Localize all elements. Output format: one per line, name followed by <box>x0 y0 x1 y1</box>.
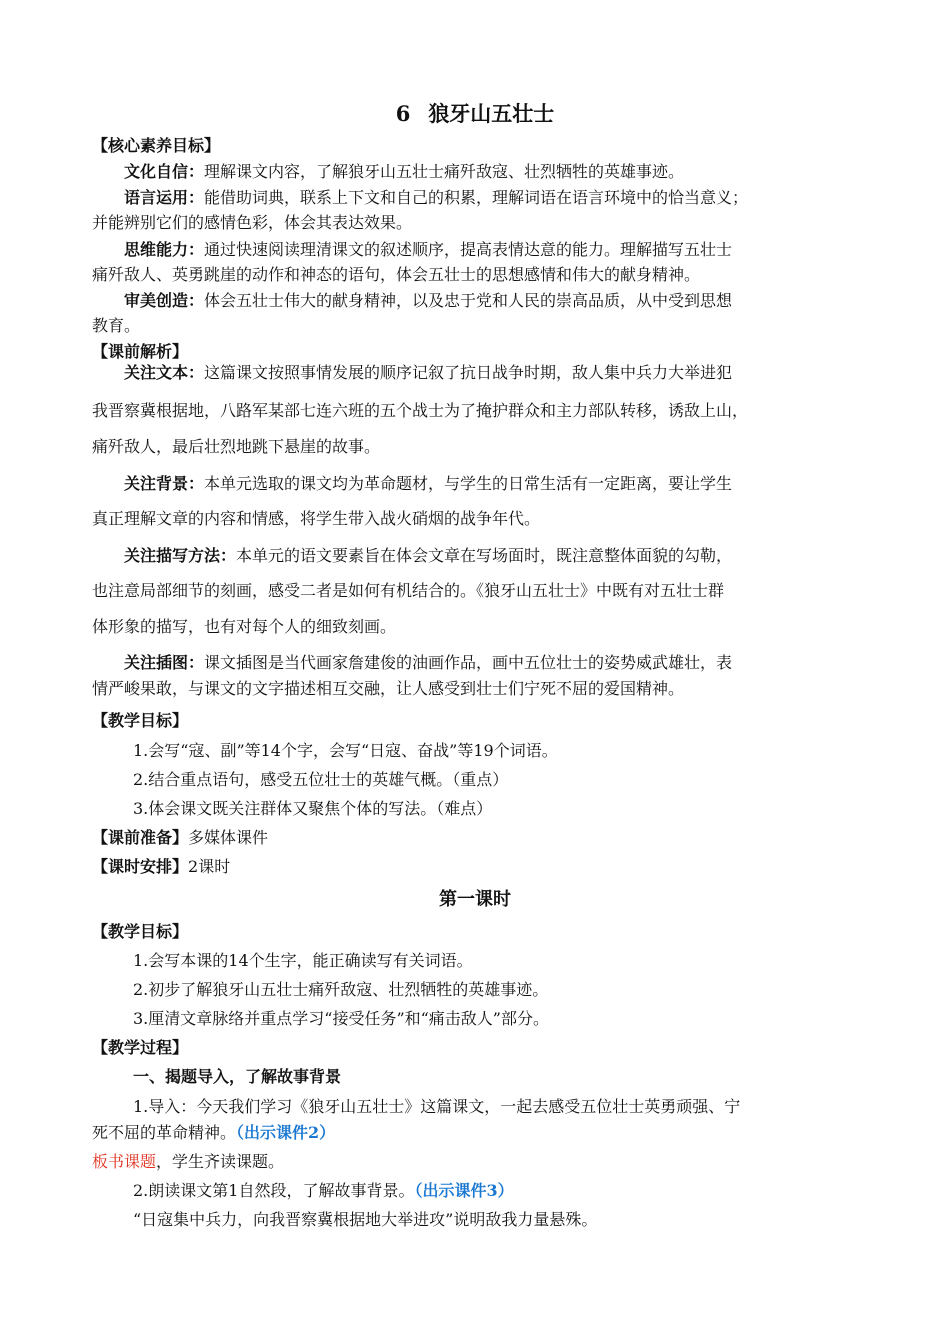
section-teaching-goals: 【教学目标】 <box>92 711 189 730</box>
teaching-goal-3: 3.体会课文既关注群体又聚焦个体的写法。（难点） <box>133 799 493 818</box>
courseware-ref: （出示课件3） <box>414 1181 514 1200</box>
section-schedule: 【课时安排】2课时 <box>92 857 231 876</box>
section-lesson-goals: 【教学目标】 <box>92 922 189 941</box>
teaching-goal-1: 1.会写“寇、副”等14个字，会写“日寇、奋战”等19个词语。 <box>133 741 558 760</box>
step-1-read: 2.朗读课文第1自然段，了解故事背景。（出示课件3） <box>133 1181 514 1200</box>
lesson-goal-3: 3.厘清文章脉络并重点学习“接受任务”和“痛击敌人”部分。 <box>133 1009 549 1028</box>
section-preparation: 【课前准备】多媒体课件 <box>92 828 269 847</box>
focus-illustration-cont: 情严峻果敢，与课文的文字描述相互交融，让人感受到壮士们宁死不屈的爱国精神。 <box>92 679 685 698</box>
board-title-line: 板书课题，学生齐读课题。 <box>92 1152 285 1171</box>
lesson-number: 6 <box>395 101 411 126</box>
focus-background-cont: 真正理解文章的内容和情感，将学生带入战火硝烟的战争年代。 <box>92 509 541 528</box>
step-1-heading: 一、揭题导入，了解故事背景 <box>133 1067 342 1086</box>
board-title-highlight: 板书课题 <box>92 1152 157 1171</box>
courseware-ref: （出示课件2） <box>236 1123 336 1142</box>
section-core-goals: 【核心素养目标】 <box>92 136 221 155</box>
step-1-intro-cont: 死不屈的革命精神。（出示课件2） <box>92 1123 336 1142</box>
focus-method-cont1: 也注意局部细节的刻画，感受二者是如何有机结合的。《狼牙山五壮士》中既有对五壮士群 <box>92 581 725 600</box>
focus-text-cont1: 我晋察冀根据地，八路军某部七连六班的五个战士为了掩护群众和主力部队转移，诱敌上山， <box>92 401 749 420</box>
focus-illustration: 关注插图：课文插图是当代画家詹建俊的油画作品，画中五位壮士的姿势威武雄壮，表 <box>124 653 733 672</box>
section-pre-analysis: 【课前解析】 <box>92 342 189 361</box>
goal-thinking: 思维能力：通过快速阅读理清课文的叙述顺序，提高表情达意的能力。理解描写五壮士 <box>124 240 733 259</box>
goal-thinking-cont: 痛歼敌人、英勇跳崖的动作和神态的语句，体会五壮士的思想感情和伟大的献身精神。 <box>92 265 701 284</box>
focus-method: 关注描写方法：本单元的语文要素旨在体会文章在写场面时，既注意整体面貌的勾勒， <box>124 546 733 565</box>
lesson-goal-1: 1.会写本课的14个生字，能正确读写有关词语。 <box>133 951 473 970</box>
step-1-note: “日寇集中兵力，向我晋察冀根据地大举进攻”说明敌我力量悬殊。 <box>133 1210 598 1229</box>
focus-text-cont2: 痛歼敌人，最后壮烈地跳下悬崖的故事。 <box>92 437 381 456</box>
step-1-intro: 1.导入：今天我们学习《狼牙山五壮士》这篇课文，一起去感受五位壮士英勇顽强、宁 <box>133 1097 741 1116</box>
goal-aesthetic-cont: 教育。 <box>92 316 141 335</box>
section-process: 【教学过程】 <box>92 1038 189 1057</box>
focus-text: 关注文本：这篇课文按照事情发展的顺序记叙了抗日战争时期，敌人集中兵力大举进犯 <box>124 363 733 382</box>
goal-language: 语言运用：能借助词典，联系上下文和自己的积累，理解词语在语言环境中的恰当意义； <box>124 188 749 207</box>
teaching-goal-2: 2.结合重点语句，感受五位壮士的英雄气概。（重点） <box>133 770 509 789</box>
lesson-heading: 第一课时 <box>439 889 511 910</box>
focus-background: 关注背景：本单元选取的课文均为革命题材，与学生的日常生活有一定距离，要让学生 <box>124 474 733 493</box>
goal-aesthetic: 审美创造：体会五壮士伟大的献身精神，以及忠于党和人民的崇高品质，从中受到思想 <box>124 291 733 310</box>
goal-language-cont: 并能辨别它们的感情色彩，体会其表达效果。 <box>92 213 413 232</box>
lesson-title: 狼牙山五壮士 <box>428 101 555 126</box>
goal-culture: 文化自信：理解课文内容，了解狼牙山五壮士痛歼敌寇、壮烈牺牲的英雄事迹。 <box>124 162 685 181</box>
focus-method-cont2: 体形象的描写，也有对每个人的细致刻画。 <box>92 617 397 636</box>
page-title <box>0 98 950 128</box>
lesson-goal-2: 2.初步了解狼牙山五壮士痛歼敌寇、壮烈牺牲的英雄事迹。 <box>133 980 549 999</box>
